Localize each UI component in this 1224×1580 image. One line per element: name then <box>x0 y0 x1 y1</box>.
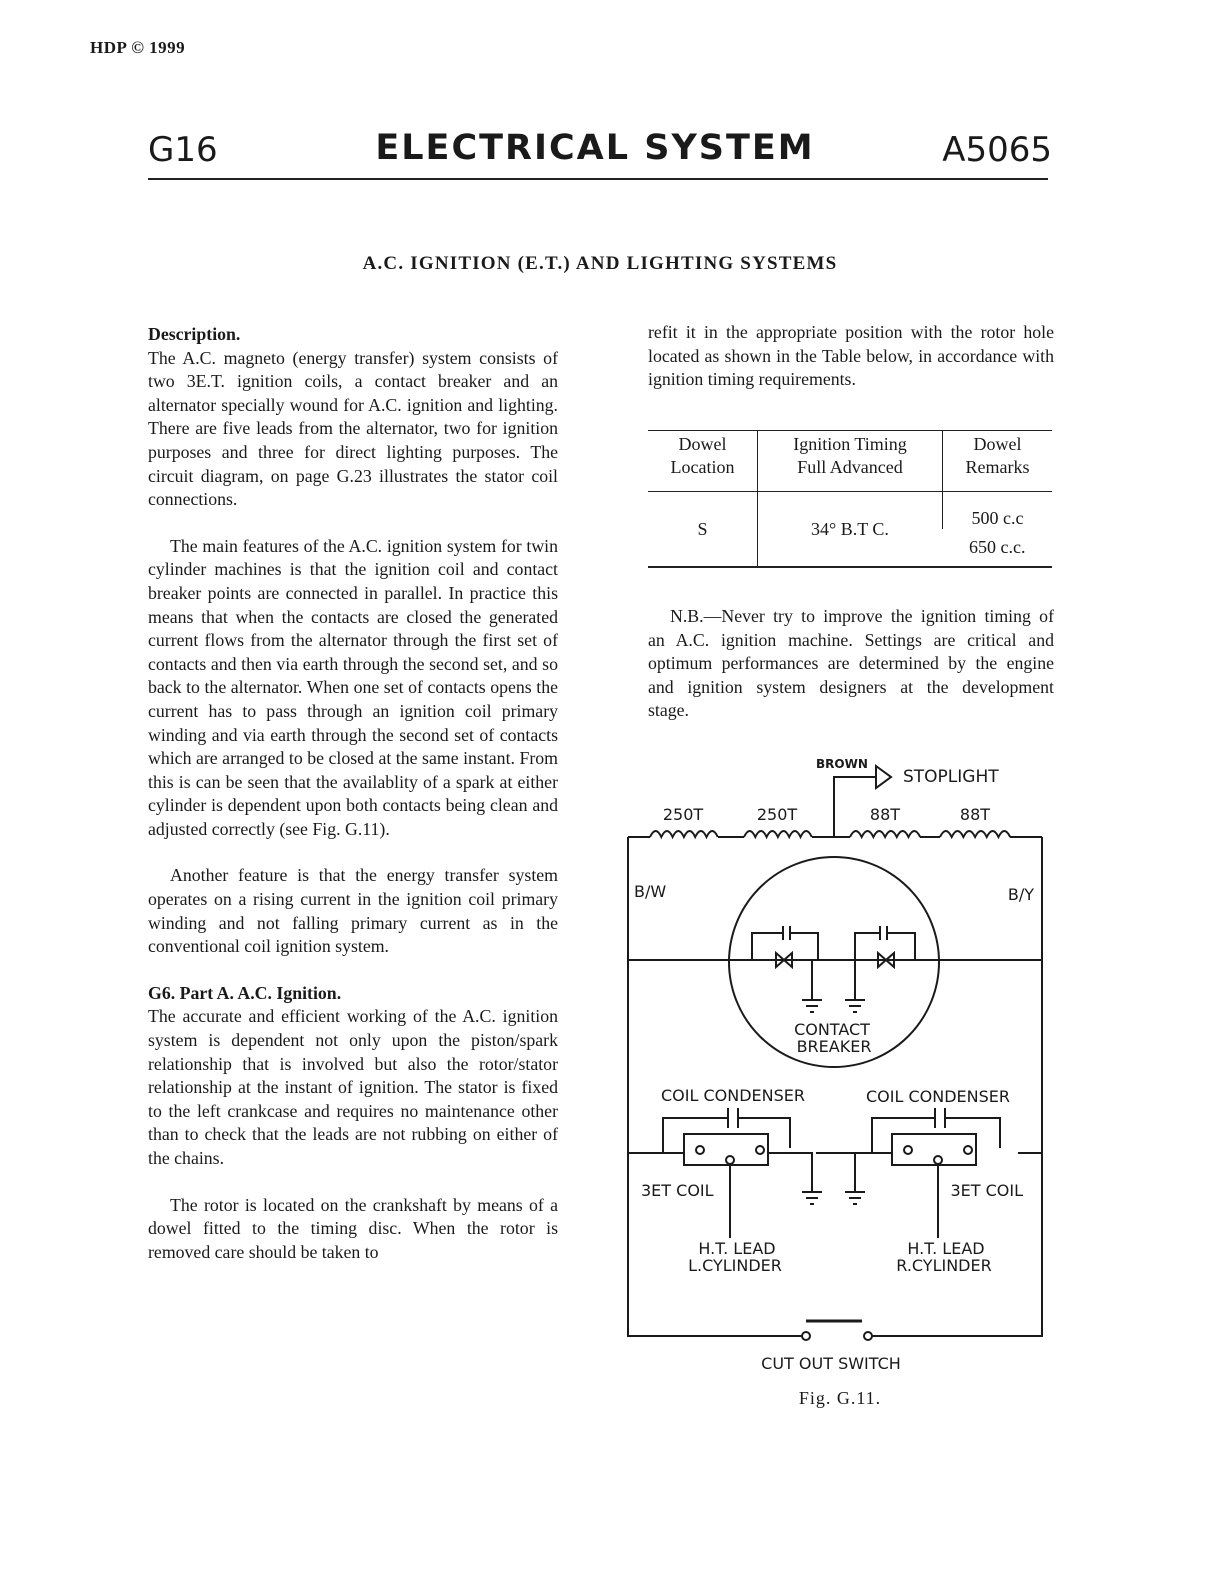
table-cell-location: S <box>697 518 708 539</box>
et-coil-label: 3ET COIL <box>641 1181 714 1200</box>
table-header-cell: Dowel Location <box>648 431 757 492</box>
page-number: G16 <box>148 130 218 170</box>
header-rule <box>148 178 1048 180</box>
table-cell-remark: 500 c.c <box>943 492 1052 530</box>
right-column-intro <box>648 321 1054 392</box>
bw-lead-label: B/W <box>634 882 667 901</box>
table-header-cell: Ignition Timing Full Advanced <box>757 431 942 492</box>
et-coil-label: 3ET COIL <box>950 1181 1023 1200</box>
table-row <box>648 492 1052 530</box>
table-header-row <box>648 431 1052 492</box>
ht-lead-label: R.CYLINDER <box>896 1256 992 1275</box>
paragraph-parallel-contacts: The main features of the A.C. ignition system for twin cylinder machines is that the ignition coil and contact breaker points are connected in parallel. In practice this means that when the contacts are closed the generated current flows from the alternator through the first set of contacts and then via earth through the second set, and so back to the alternator. When one set of contacts opens the current has to pass through an ignition coil primary winding and via earth through the second set of contacts which are arranged to be closed at the same instant. From this is can be seen that the availablity of a spark at either cylinder is dependent upon both contacts being clean and adjusted correctly (see Fig. G.11). <box>148 535 558 839</box>
page-title: ELECTRICAL SYSTEM <box>375 128 815 168</box>
ignition-timing-table <box>648 430 1052 568</box>
ht-lead-label: L.CYLINDER <box>688 1256 782 1275</box>
contact-breaker-label: CONTACT <box>794 1020 870 1039</box>
cut-out-switch-label: CUT OUT SWITCH <box>761 1354 901 1373</box>
contact-breaker-label: BREAKER <box>796 1037 872 1056</box>
coil-condenser-label: COIL CONDENSER <box>866 1087 1010 1106</box>
description-heading: Description. <box>148 324 241 344</box>
nb-paragraph: N.B.—Never try to improve the ignition timing of an A.C. ignition machine. Settings are critical and optimum performances are determined by the engine and ignition system designers at the development stage. <box>648 606 1054 721</box>
ignition-circuit-diagram <box>600 740 1070 1400</box>
ht-lead-label: H.T. LEAD <box>907 1239 985 1258</box>
document-code: A5065 <box>942 130 1052 170</box>
coil-turns-label: 250T <box>662 805 704 824</box>
table-cell-timing: 34° B.T C. <box>757 492 942 568</box>
paragraph-refit: refit it in the appropriate position with the rotor hole located as shown in the Table below, in accordance with ignition timing requirements. <box>648 322 1054 390</box>
left-column <box>148 323 558 1264</box>
table-cell-remark: 650 c.c. <box>969 537 1026 557</box>
brown-lead-label: BROWN <box>816 757 868 771</box>
coil-turns-label: 88T <box>869 805 901 824</box>
paragraph-ignition-working: The accurate and efficient working of the A.C. ignition system is dependent not only upon the piston/spark relationship that is involved but also the rotor/stator relationship at the instant of ignition. The stator is fixed to the left crankcase and requires no maintenance other than to check that the leads are not rubbing on either of the chains. <box>148 1006 558 1168</box>
by-lead-label: B/Y <box>1007 885 1034 904</box>
description-paragraph: The A.C. magneto (energy transfer) system consists of two 3E.T. ignition coils, a contact breaker and an alternator specially wound for A.C. ignition and lighting. There are five leads from the alternator, two for ignition purposes and three for direct lighting purposes. The circuit diagram, on page G.23 illustrates the stator coil connections. <box>148 347 558 510</box>
coil-condenser-label: COIL CONDENSER <box>661 1086 805 1105</box>
part-a-heading: G6. Part A. A.C. Ignition. <box>148 982 342 1003</box>
paragraph-energy-transfer: Another feature is that the energy transfer system operates on a rising current in the ignition coil primary winding and not falling primary current as in the conventional coil ignition system. <box>148 865 558 957</box>
coil-turns-label: 88T <box>959 805 991 824</box>
paragraph-rotor: The rotor is located on the crankshaft by means of a dowel fitted to the timing disc. When the rotor is removed care should be taken to <box>148 1194 558 1262</box>
copyright-stamp: HDP © 1999 <box>90 38 186 57</box>
figure-caption: Fig. G.11. <box>798 1388 882 1408</box>
coil-turns-label: 250T <box>756 805 798 824</box>
right-column-note <box>648 605 1054 723</box>
section-title: A.C. IGNITION (E.T.) AND LIGHTING SYSTEMS <box>362 253 838 274</box>
ht-lead-label: H.T. LEAD <box>698 1239 776 1258</box>
table-header-cell: Dowel Remarks <box>943 431 1052 492</box>
stoplight-label: STOPLIGHT <box>903 767 999 787</box>
